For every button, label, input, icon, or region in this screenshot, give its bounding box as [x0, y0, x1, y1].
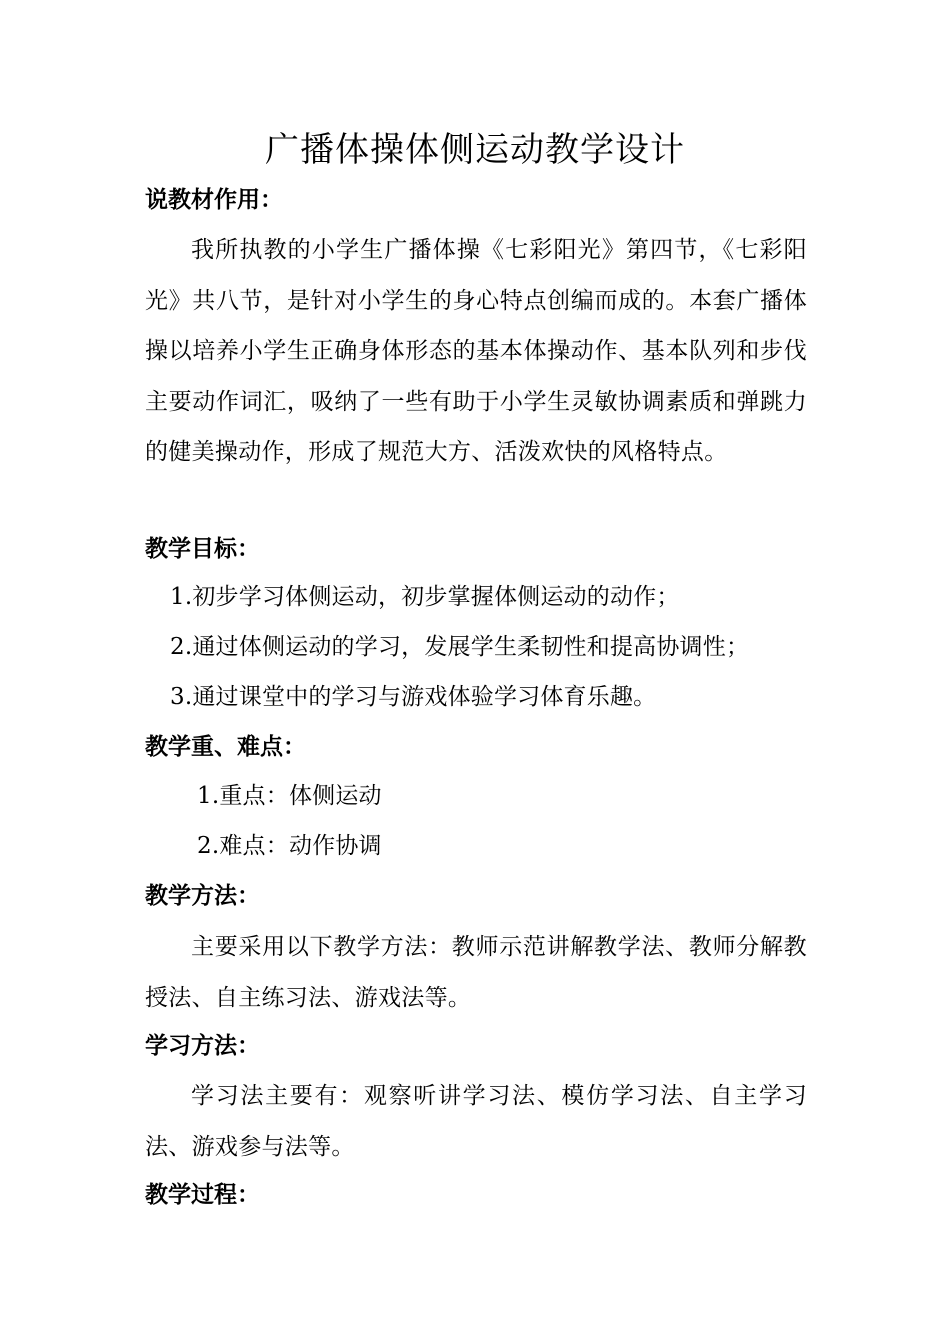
goal-item-2: 2.通过体侧运动的学习，发展学生柔韧性和提高协调性；	[170, 634, 750, 660]
key-point-item-2: 2.难点：动作协调	[197, 833, 382, 859]
goal-item-3: 3.通过课堂中的学习与游戏体验学习体育乐趣。	[170, 684, 657, 710]
section-heading-goals: 教学目标：	[145, 536, 260, 562]
section-heading-material: 说教材作用：	[145, 187, 283, 213]
teaching-methods-paragraph: 主要采用以下教学方法：教师示范讲解教学法、教师分解教授法、自主练习法、游戏法等。	[145, 934, 807, 1011]
section-heading-process: 教学过程：	[145, 1182, 260, 1208]
learning-methods-paragraph: 学习法主要有：观察听讲学习法、模仿学习法、自主学习法、游戏参与法等。	[145, 1083, 807, 1160]
document-title: 广播体操体侧运动教学设计	[265, 130, 685, 170]
section-heading-learning-methods: 学习方法：	[145, 1033, 260, 1059]
key-point-item-1: 1.重点：体侧运动	[197, 783, 382, 809]
section-heading-key-points: 教学重、难点：	[145, 734, 306, 760]
section-heading-teaching-methods: 教学方法：	[145, 883, 260, 909]
material-paragraph: 我所执教的小学生广播体操《七彩阳光》第四节，《七彩阳光》共八节，是针对小学生的身心特点创编而成的。本套广播体操以培养小学生正确身体形态的基本体操动作、基本队列和步伐主要动作词汇，吸纳了一些有助于小学生灵敏协调素质和弹跳力的健美操动作，形成了规范大方、活泼欢快的风格特点。	[145, 237, 807, 465]
goal-item-1: 1.初步学习体侧运动，初步掌握体侧运动的动作；	[170, 584, 680, 610]
